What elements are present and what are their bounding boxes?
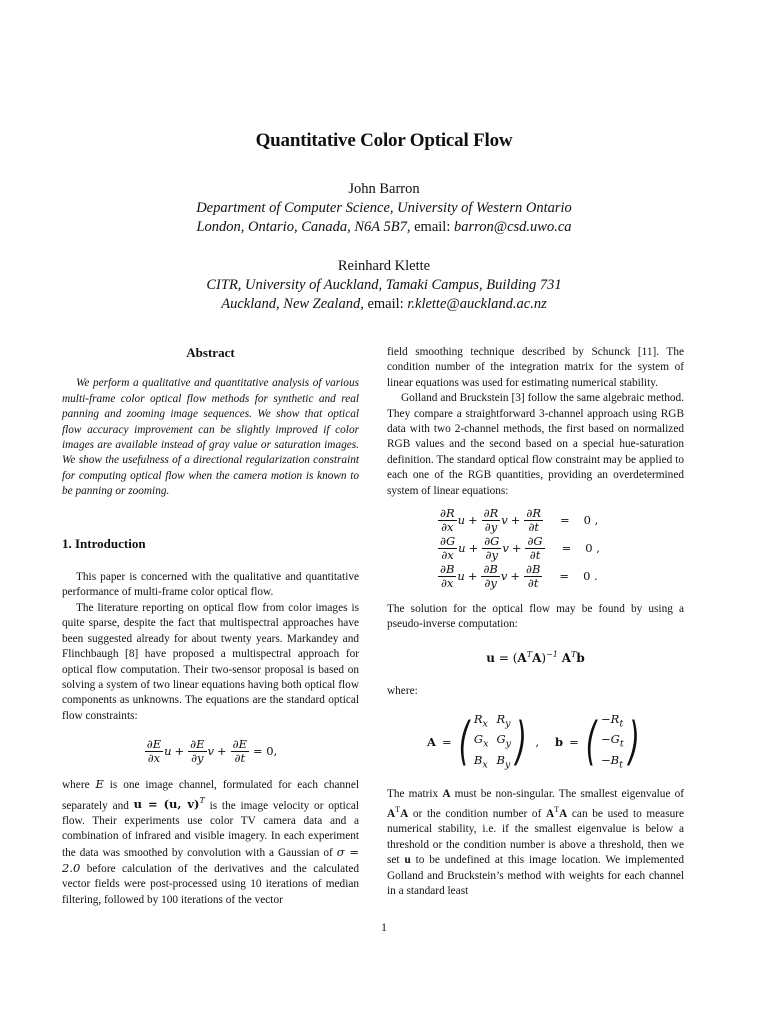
where-label: where: xyxy=(387,685,418,698)
equation-row-g: $\frac{\partial G}{\partial x}$ u + $\frac{\partial G}{\partial y}$ v + $\frac{\partial G}{\partial t}$ = 0 , xyxy=(440,534,600,563)
intro-paragraph-3: where E is one image channel, formulated for each channel separately and u = (u, v)$^T$ is the image velocity or optical flow. Their experiments use color TV camera data and a combination of infrared and visible imagery. In each experiment the data was smoothed by convolution with a Gaussian of σ = 2.0 before calculation of the derivatives and the calculated vector fields were post-processed using 10 iterations of median filtering, followed by 100 iterations of the vector xyxy=(62,777,359,906)
right-paragraph-1: field smoothing technique described by Schunck [11]. The condition number of the integration matrix for the system of linear equations was used for estimating numerical stability. xyxy=(387,346,684,389)
author-address-line xyxy=(0,295,768,314)
sigma-value: σ = 2.0 xyxy=(62,844,359,875)
equation-row-r: $\frac{\partial R}{\partial x}$ u + $\frac{\partial R}{\partial y}$ v + $\frac{\partial R}{\partial t}$ = 0 , xyxy=(440,506,599,535)
symbol-E: E xyxy=(95,777,104,792)
author-name: Reinhard Klette xyxy=(337,258,431,274)
email-label: email: xyxy=(367,296,404,312)
author-block-2 xyxy=(0,257,768,314)
matrix-definitions: A = ( $R_x$ $R_y$ $G_x$ $G_y$ $B_x$ $B_y$ ) , b = ( $-R_t$ $-G_t$ $-B_t$ ) xyxy=(427,711,640,773)
paper-title: Quantitative Color Optical Flow xyxy=(255,130,513,151)
intro-paragraph-2: The literature reporting on optical flow from color images is quite sparse, despite the fact that multispectral approaches have been suggested already for about twenty years. Markandey and Flinchbaugh [8] have proposed a multispectral approach for optical flow computation. Their two-sensor proposal is based on solving a system of two linear equations having both optical flow components as unknowns. The equations are the standard optical flow constraints: xyxy=(62,601,359,722)
right-column xyxy=(387,345,684,899)
rgb-constraint-system xyxy=(437,507,684,590)
author-block-1 xyxy=(0,180,768,237)
vector-b: $-R_t$ $-G_t$ $-B_t$ xyxy=(601,711,624,771)
author-address: Auckland, New Zealand, xyxy=(221,296,364,312)
equation-row-b: $\frac{\partial B}{\partial x}$ u + $\frac{\partial B}{\partial y}$ v + $\frac{\partial B}{\partial t}$ = 0 . xyxy=(440,562,598,591)
left-column xyxy=(62,345,359,908)
abstract-text: We perform a qualitative and quantitative analysis of various multi-frame color optical flow methods for synthetic and real panning and zooming image sequences. We show that optical flow accuracy improvement can be slightly improved if color images are available instead of gray value or saturation images. We show the usefulness of a directional regularization constraint for computing optical flow when the camera motion is known to be panning or zooming. xyxy=(62,377,359,498)
section-heading-introduction: 1. Introduction xyxy=(62,535,146,551)
abstract-heading: Abstract xyxy=(186,345,235,360)
pseudo-inverse-equation: $u = (A^TA)^{-1}$ $A^Tb$ xyxy=(486,649,585,665)
author-affiliation: CITR, University of Auckland, Tamaki Campus, Building 731 xyxy=(206,277,562,293)
right-paragraph-3: The solution for the optical flow may be found by using a pseudo-inverse computation: xyxy=(387,603,684,631)
optical-flow-constraint-equation: $\frac{\partial E}{\partial x}$ u + $\frac{\partial E}{\partial y}$ v + $\frac{\partial E}{\partial t}$ = 0, xyxy=(146,737,278,766)
page-number: 1 xyxy=(381,920,387,934)
right-paragraph-2: Golland and Bruckstein [3] follow the same algebraic method. They compare a straightforward 3-channel approach using RGB data with two 2-channel methods, the first based on normalized RGB values and the second based on a special hue-saturation definition. The standard optical flow constraint may be applied to each one of the RGB quantities, providing an overdetermined system of linear equations: xyxy=(387,392,684,497)
right-paragraph-4: The matrix A must be non-singular. The smallest eigenvalue of $A^TA$ or the condition number of $A^TA$ can be used to measure numerical stability, i.e. if the smallest eigenvalue is below a threshold or the condition number is above a threshold, then we set u to be undefined at this image location. We implemented Golland and Bruckstein’s method with weights for each channel in a standard least xyxy=(387,787,685,897)
author-name: John Barron xyxy=(348,181,420,197)
velocity-definition: u = (u, v)$^T$ xyxy=(133,796,205,812)
matrix-A: $R_x$ $R_y$ $G_x$ $G_y$ $B_x$ $B_y$ xyxy=(473,711,512,771)
author-address-line xyxy=(0,218,768,237)
author-affiliation: Department of Computer Science, University of Western Ontario xyxy=(196,200,572,216)
author-email: r.klette@auckland.ac.nz xyxy=(407,296,547,312)
equation-rhs: = 0, xyxy=(252,743,278,758)
author-email: barron@csd.uwo.ca xyxy=(454,219,572,235)
email-label: email: xyxy=(414,219,451,235)
intro-paragraph-1: This paper is concerned with the qualitative and quantitative performance of multi-frame color optical flow. xyxy=(62,571,359,599)
author-address: London, Ontario, Canada, N6A 5B7, xyxy=(196,219,411,235)
